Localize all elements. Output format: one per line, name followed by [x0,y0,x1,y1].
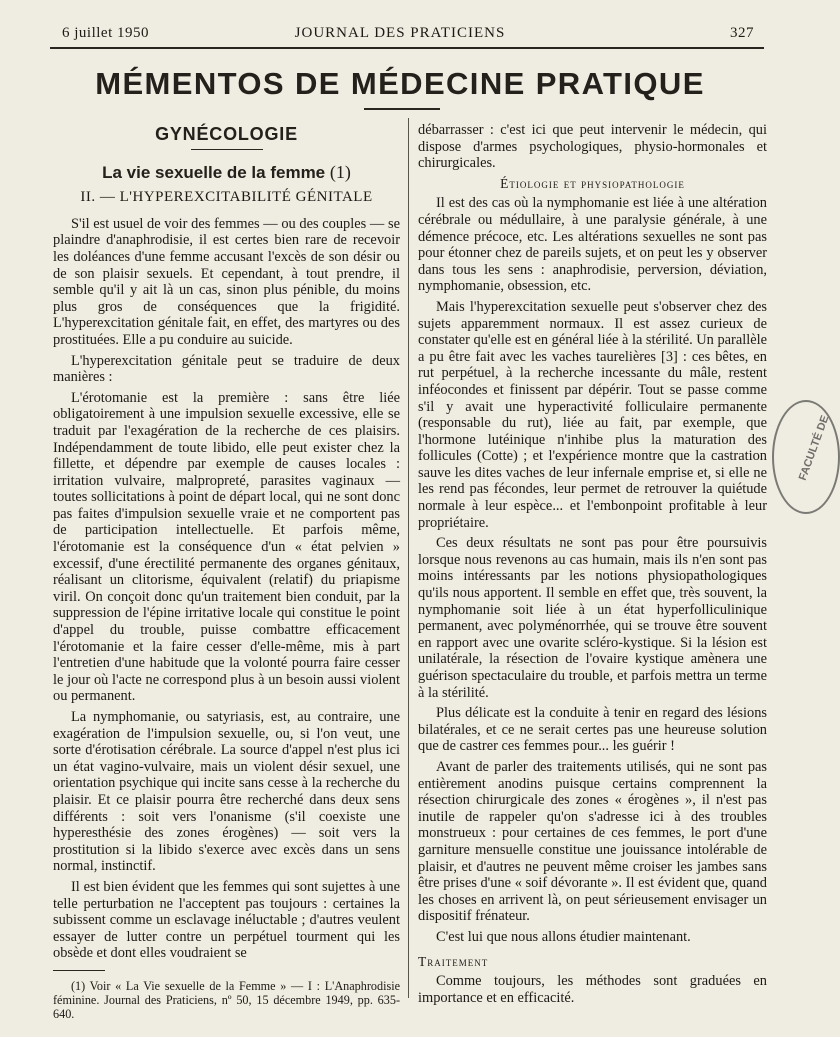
paragraph: C'est lui que nous allons étudier maintenant. [436,928,691,945]
header-rule [50,47,764,49]
right-column [418,122,767,1010]
footnote: (1) Voir « La Vie sexuelle de la Femme » — I : L'Anaphrodisie féminine. Journal des Praticiens, nº 50, 15 décembre 1949, pp. 635-640. [53,978,400,1021]
section-rule [191,149,263,150]
article-title-text: La vie sexuelle de la femme [102,162,326,182]
paragraph: Comme toujours, les méthodes sont graduées en importance et en efficacité. [418,973,767,1006]
paragraph: Avant de parler des traitements utilisés, qui ne sont pas entièrement anodins puisque certains comprennent la résection chirurgicale des zones « érogènes », il n'est pas inutile de rappeler qu'on s'adresse ici à des troubles monstrueux : pour certaines de ces femmes, le port d'une garniture mensuelle constitue une jouissance intolérable de plaisir, et d'autres ne peuvent même croiser les jambes sans être prises d'une « soif dévorante ». Il est évident que, quand les choses en arrivent là, on peut sérieusement envisager un dispositif frénateur. [418,758,767,925]
article-title [53,161,400,182]
running-header [0,25,800,47]
page-title: MÉMENTOS DE MÉDECINE PRATIQUE [95,66,705,101]
paragraph: L'hyperexcitation génitale peut se traduire de deux manières : [53,352,400,386]
header-journal: JOURNAL DES PRATICIENS [294,25,506,41]
header-date: 6 juillet 1950 [62,25,149,41]
paragraph: S'il est usuel de voir des femmes — ou des couples — se plaindre d'anaphrodisie, il est certes bien rare de recevoir les doléances d'une femme accusant l'excès de son désir ou de son plaisir sexuels. Et cependant, à tout prendre, il semble qu'il y ait là un cas, sinon plus pénible, du moins plus gros de conséquences que la frigidité. L'hyperexcitation génitale fait, en effet, des martyres ou des prostituées. Elle a pu conduire au suicide. [53,215,400,348]
column-divider [408,118,409,998]
part-heading: II. — L'HYPEREXCITABILITÉ GÉNITALE [80,189,373,206]
subheading-etiologie: Étiologie et physiopathologie [500,175,685,191]
paragraph: Ces deux résultats ne sont pas pour être poursuivis lorsque nous revenons au cas humain, mais ils n'en sont pas moins intéressants par les notions physiopathologiques qu'ils nous apportent. Il semble en effet que, très souvent, la nymphomanie soit liée à un état hyperfolliculinique permanent, avec polyménorrhée, qui se trouve être souvent en rapport avec une ovarite scléro-kystique. Si la lésion est unilatérale, la résection de l'ovaire kystique amènera une guérison spectaculaire du trouble, et parfois mettra un terme à la stérilité. [418,535,767,701]
paragraph: La nymphomanie, ou satyriasis, est, au contraire, une exagération de l'impulsion sexuelle, ou, si l'on veut, une sorte d'érotisation cérébrale. La source d'appel n'est plus ici un état vagino-vulvaire, mais un violent désir sexuel, une orientation psychique qui incite sans cesse à la recherche du plaisir. Et ce plaisir pourra être recherché dans deux sens différents : soit vers l'onanisme (s'il coexiste une hyperesthésie des zones érogènes) — soit vers la prostitution si la libido s'exerce avec excès dans un sens normal, instinctif. [53,709,400,875]
footnote-reference: (1) [329,161,351,182]
header-page-number: 327 [730,25,754,41]
paragraph: débarrasser : c'est ici que peut intervenir le médecin, qui dispose d'armes psychologiques, physio-hormonales et chirurgicales. [418,122,767,172]
paragraph: Il est bien évident que les femmes qui sont sujettes à une telle perturbation ne l'acceptent pas toujours : certaines la subissent comme un esclavage inéluctable ; d'autres veulent essayer de lutter contre un perpétuel tourment qui les obsède et dont elles voudraient se [53,878,400,962]
section-heading: GYNÉCOLOGIE [155,124,298,144]
title-rule [364,108,440,110]
footnote-rule [53,970,105,971]
library-stamp [772,400,840,514]
subheading-traitement: Traitement [418,953,489,969]
stamp-text: FACULTÉ DE [796,413,832,483]
paragraph: Plus délicate est la conduite à tenir en regard des lésions bilatérales, et ce ne serait certes pas une heureuse solution que de castrer ces femmes pour... les guérir ! [418,705,767,755]
paragraph: L'érotomanie est la première : sans être liée obligatoirement à une impulsion sexuelle excessive, elle se traduit par l'exagération de la recherche de ces plaisirs. Indépendamment de toute libido, elle peut exister chez la fillette, et dépendre par exemple de causes locales : irritation vulvaire, malpropreté, parasites vaginaux — toutes sollicitations à point de départ local, qui ne sont donc pas faites d'impulsion sexuelle vraie et ne comportent pas de participation intellectuelle. Et parfois même, l'érotomanie est la conséquence d'un « état pelvien » excessif, d'une érectilité permanente des organes génitaux, réalisant un clitorisme, équivalent (relatif) du priapisme viril. On conçoit donc qu'un traitement bien conduit, par la suppression de l'épine irritative locale qui constitue le point d'appel du trouble, puisse combattre efficacement l'érotomanie et la faire cesser d'elle-même, mis à part l'entretien d'une habitude que la volonté pourra faire cesser le jour où l'acte ne correspond plus à un besoin aussi violent ou permanent. [53,389,400,705]
paragraph: Il est des cas où la nymphomanie est liée à une altération cérébrale ou médullaire, à une paralysie générale, à une démence précoce, etc. Les altérations sexuelles ne sont pas pour étonner chez de pareils sujets, et on peut les y observer dans tous les sens : anaphrodisie, perversion, déviation, nymphomanie, obsession, etc. [418,195,767,295]
paragraph: Mais l'hyperexcitation sexuelle peut s'observer chez des sujets apparemment normaux. Il est assez curieux de constater qu'elle est en général liée à la stérilité. Un parallèle a pu être fait avec les vaches taurelières [3] : ces bêtes, en rut perpétuel, à la recherche incessante du mâle, restent inféocondes et finissent par dépérir. Tout se passe comme s'il y avait une hyperactivité folliculaire permanente (responsable du rut), liée au fait, par exemple, que l'hormone lutéinique n'inhibe plus la maturation des follicules (Cotte) ; et l'expérience montre que la castration sauve les dites vaches de leur infernale emprise et, si elle ne les rend pas fécondes, leur permet de retrouver la quiétude normale à leur espèce... et l'embonpoint profitable à leur propriétaire. [418,298,768,531]
left-column [53,120,400,1025]
